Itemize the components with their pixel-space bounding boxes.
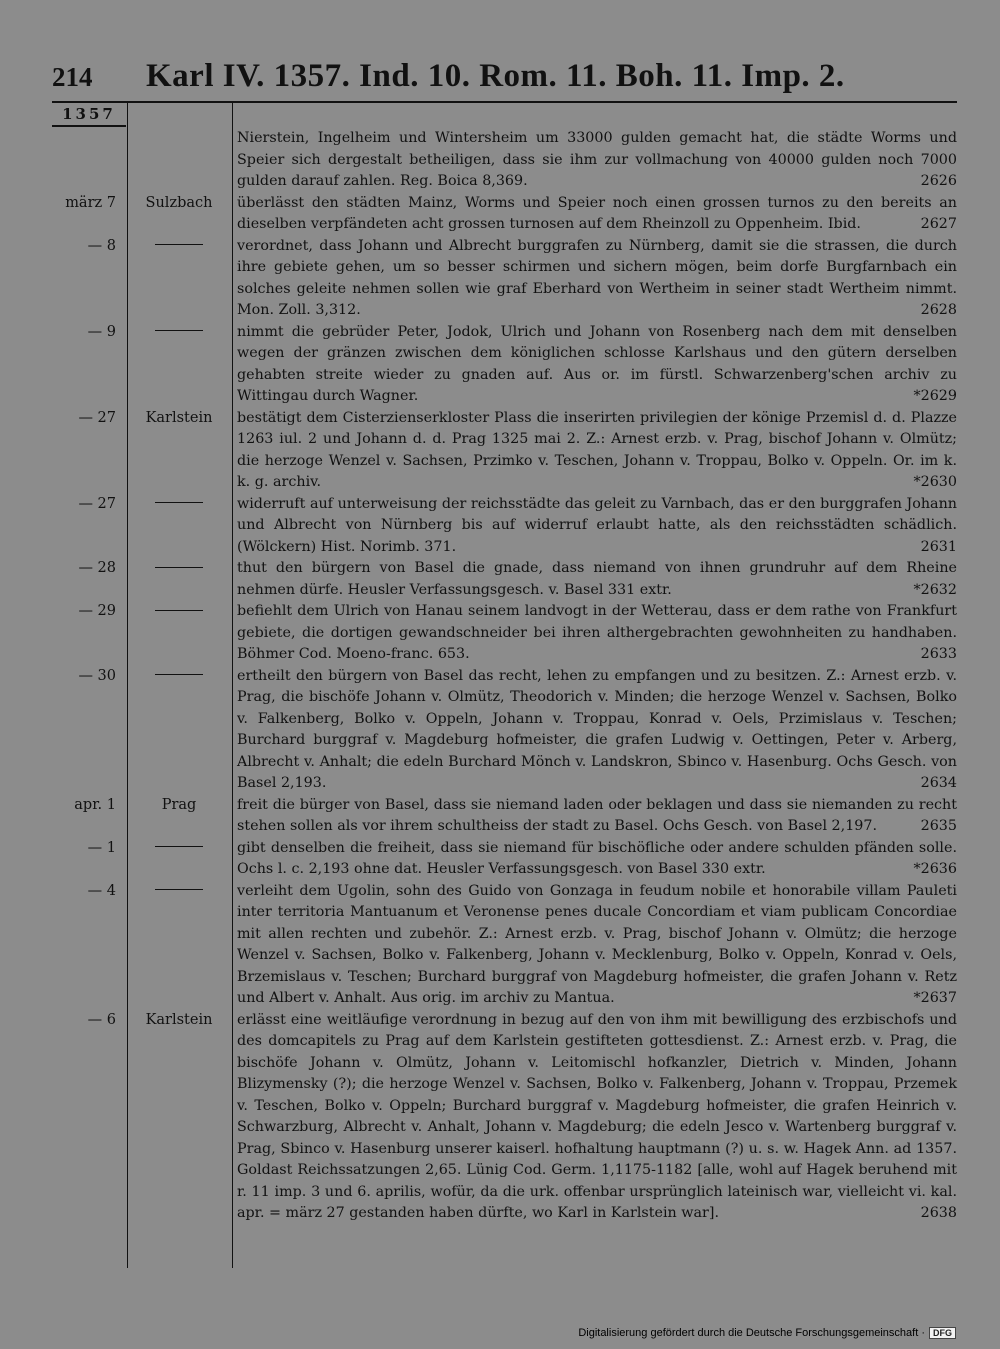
running-title: Karl IV. 1357. Ind. 10. Rom. 11. Boh. 11. Imp. 2. bbox=[146, 58, 845, 94]
entry-text bbox=[237, 666, 957, 795]
entry-number: 2635 bbox=[920, 818, 957, 834]
entry-place: Karlstein bbox=[145, 1011, 213, 1028]
entry-body: bestätigt dem Cisterzienserkloster Plass die inserirten privilegien der könige Przemisl d. d. Plazze 1263 iul. 2 und Johann d. d. Prag 1325 mai 2. Z.: Arnest erzb. v. Prag, bischof Johann v. Olmütz; die herzoge Wenzel v. Sachsen, Przimko v. Teschen, Johann v. Troppau, Bolko v. Oppeln. Or. im k. k. g. archiv. bbox=[237, 409, 957, 490]
entry-date: — 29 bbox=[78, 603, 116, 619]
entry-text bbox=[237, 795, 957, 838]
entry-place bbox=[128, 324, 230, 340]
entry-text bbox=[237, 601, 957, 666]
entry-date: apr. 1 bbox=[74, 796, 116, 813]
entry-number: 2626 bbox=[920, 173, 957, 189]
entry-number: 2627 bbox=[920, 216, 957, 232]
ditto-dash bbox=[155, 502, 203, 503]
regesta-entries bbox=[52, 128, 962, 1225]
entry-date: märz 7 bbox=[65, 194, 116, 211]
entry-place bbox=[128, 603, 230, 619]
entry-date: — 6 bbox=[87, 1011, 116, 1028]
entry-number: *2630 bbox=[913, 474, 957, 490]
entry-body: thut den bürgern von Basel die gnade, dass niemand von ihnen grundruhr auf dem Rheine nehmen dürfe. Heusler Verfassungsgesch. v. Basel 331 extr. bbox=[237, 560, 957, 598]
entry-date: — 27 bbox=[78, 409, 116, 426]
entry-place bbox=[128, 883, 230, 899]
entry-row bbox=[52, 128, 962, 193]
entry-number: *2637 bbox=[913, 990, 957, 1006]
entry-date: — 1 bbox=[87, 839, 116, 856]
entry-body: nimmt die gebrüder Peter, Jodok, Ulrich und Johann von Rosenberg nach dem mit denselben wegen der gränzen zwischen dem königlichen schlosse Karlshaus und den gütern derselben gehabten streite wieder zu gnaden auf. Aus or. im fürstl. Schwarzenberg'schen archiv zu Wittingau durch Wagner. bbox=[237, 323, 957, 404]
entry-text bbox=[237, 322, 957, 408]
entry-number: 2631 bbox=[920, 538, 957, 555]
dfg-logo: DFG bbox=[929, 1327, 956, 1339]
entry-date: — 28 bbox=[78, 560, 116, 576]
entry-text bbox=[237, 193, 957, 236]
entry-number: 2628 bbox=[920, 302, 957, 318]
year-rule bbox=[52, 125, 126, 127]
entry-text bbox=[237, 408, 957, 494]
ditto-dash bbox=[155, 330, 203, 331]
entry-row bbox=[52, 838, 962, 881]
entry-body: überlässt den städten Mainz, Worms und Speier noch einen grossen turnos zu den bereits an dieselben verpfändeten acht grossen turnosen auf dem Rheinzoll zu Oppenheim. Ibid. bbox=[237, 194, 957, 232]
entry-row bbox=[52, 322, 962, 408]
entry-text bbox=[237, 128, 957, 193]
entry-date: — 27 bbox=[78, 495, 116, 512]
entry-row bbox=[52, 236, 962, 322]
entry-row bbox=[52, 494, 962, 559]
page-header bbox=[50, 58, 950, 98]
entry-body: erlässt eine weitläufige verordnung in bezug auf den von ihm mit bewilligung des erzbischofs und des domcapitels zu Prag auf dem Karlstein gestifteten gottesdienst. Z.: Arnest erzb. v. Prag, die bischöfe Johann v. Olmütz, Johann v. Leitomischl hofkanzler, Dietrich v. Minden, Johann Blizymensky (?); die herzoge Wenzel v. Sachsen, Bolko v. Falkenberg, Johann v. Troppau, Przemek v. Teschen, Bolko v. Oppeln; Burchard burggraf v. Magdeburg hofmeister, die grafen Heinrich v. Schwarzburg, Albrecht v. Anhalt, Johann v. Magdeburg; die edeln Jesco v. Wartenberg burggraf v. Prag, Sbinco v. Hasenburg unserer kaiserl. hofhaltung hauptmann (?) u. s. w. Hagek Ann. ad 1357. Goldast Reichssatzungen 2,65. Lünig Cod. Germ. 1,1175-1182 [alle, wohl auf Hagek beruhend mit r. 11 imp. 3 und 6. aprilis, wofür, da die urk. offenbar ursprünglich lateinisch war, vielleicht vi. kal. apr. = märz 27 gestanden haben dürfte, wo Karl in Karlstein war]. bbox=[237, 1011, 957, 1221]
entry-place bbox=[128, 496, 230, 512]
entry-body: freit die bürger von Basel, dass sie niemand laden oder beklagen und dass sie niemanden zu recht stehen sollen als vor ihrem schultheiss der stadt zu Basel. Ochs Gesch. von Basel 2,197. bbox=[237, 796, 957, 834]
entry-text bbox=[237, 1010, 957, 1225]
entry-row bbox=[52, 795, 962, 838]
year-heading: 1357 bbox=[62, 105, 116, 123]
entry-body: Nierstein, Ingelheim und Wintersheim um 33000 gulden gemacht hat, die städte Worms und Speier sich dergestalt betheiligen, dass sie ihm zur vollmachung von 40000 gulden noch 7000 gulden darauf zahlen. Reg. Boica 8,369. bbox=[237, 130, 957, 189]
entry-text bbox=[237, 558, 957, 601]
entry-number: 2634 bbox=[920, 775, 957, 791]
entry-place bbox=[128, 560, 230, 576]
entry-number: 2633 bbox=[920, 646, 957, 662]
header-rule bbox=[52, 101, 957, 103]
entry-text bbox=[237, 838, 957, 881]
entry-number: *2636 bbox=[913, 861, 957, 877]
entry-place: Prag bbox=[161, 796, 197, 813]
entry-place: Karlstein bbox=[145, 409, 213, 426]
entry-row bbox=[52, 558, 962, 601]
entry-row bbox=[52, 666, 962, 795]
entry-text bbox=[237, 236, 957, 322]
entry-body: widerruft auf unterweisung der reichsstädte das geleit zu Varnbach, das er den burggrafen Johann und Albrecht von Nürnberg bis auf widerruf erlaubt hatte, als den reichsstädten schädlich. (Wölckern) Hist. Norimb. 371. bbox=[237, 495, 957, 555]
entry-place bbox=[128, 238, 230, 254]
ditto-dash bbox=[155, 674, 203, 675]
ditto-dash bbox=[155, 567, 203, 568]
entry-number: *2629 bbox=[913, 388, 957, 404]
entry-row bbox=[52, 193, 962, 236]
entry-row bbox=[52, 1010, 962, 1225]
entry-body: ertheilt den bürgern von Basel das recht, lehen zu empfangen und zu besitzen. Z.: Arnest erzb. v. Prag, die bischöfe Johann v. Olmütz, Theodorich v. Minden; die herzoge Wenzel v. Sachsen, Bolko v. Falkenberg, Bolko v. Oppeln, Johann v. Troppau, Konrad v. Oels, Przimislaus v. Teschen; Burchard burggraf v. Magdeburg hofmeister, die grafen Ludwig v. Oettingen, Peter v. Arberg, Albrecht v. Anhalt; die edeln Burchard Mönch v. Landskron, Sbinco v. Hasenburg. Ochs Gesch. von Basel 2,193. bbox=[237, 667, 957, 791]
entry-text bbox=[237, 494, 957, 559]
entry-date: — 4 bbox=[87, 882, 116, 899]
footer-text: Digitalisierung gefördert durch die Deutsche Forschungsgemeinschaft · bbox=[578, 1327, 925, 1339]
entry-place bbox=[128, 668, 230, 684]
entry-row bbox=[52, 601, 962, 666]
entry-date: — 9 bbox=[87, 323, 116, 340]
entry-number: 2638 bbox=[920, 1205, 957, 1221]
entry-row bbox=[52, 408, 962, 494]
entry-date: — 30 bbox=[78, 667, 116, 684]
ditto-dash bbox=[155, 244, 203, 245]
footer-credit bbox=[578, 1327, 956, 1339]
entry-place: Sulzbach bbox=[145, 194, 213, 211]
entry-body: befiehlt dem Ulrich von Hanau seinem landvogt in der Wetterau, dass er dem rathe von Frankfurt gebiete, die dortigen gewandschneider bei ihren althergebrachten gewohnheiten zu handhaben. Böhmer Cod. Moeno-franc. 653. bbox=[237, 603, 957, 662]
ditto-dash bbox=[155, 846, 203, 847]
entry-row bbox=[52, 881, 962, 1010]
entry-body: verleiht dem Ugolin, sohn des Guido von Gonzaga in feudum nobile et honorabile villam Pauleti inter territoria Mantuanum et Veronense penes ducale Concordiam et viam publicam Concordiae mit allen rechten und zubehör. Z.: Arnest erzb. v. Prag, bischof Johann v. Olmütz; die herzoge Wenzel v. Sachsen, Bolko v. Falkenberg, Johann v. Mecklenburg, Bolko v. Oppeln, Konrad v. Oels, Brzemislaus v. Teschen; Burchard burggraf von Magdeburg hofmeister, die grafen Johann v. Retz und Albert v. Anhalt. Aus orig. im archiv zu Mantua. bbox=[237, 882, 957, 1006]
ditto-dash bbox=[155, 610, 203, 611]
page-number: 214 bbox=[52, 62, 93, 92]
entry-text bbox=[237, 881, 957, 1010]
entry-number: *2632 bbox=[913, 581, 957, 598]
entry-date: — 8 bbox=[87, 237, 116, 254]
ditto-dash bbox=[155, 889, 203, 890]
entry-body: gibt denselben die freiheit, dass sie niemand für bischöfliche oder andere schulden pfänden solle. Ochs l. c. 2,193 ohne dat. Heusler Verfassungsgesch. von Basel 330 extr. bbox=[237, 839, 957, 877]
entry-body: verordnet, dass Johann und Albrecht burggrafen zu Nürnberg, damit sie die strassen, die durch ihre gebiete gehen, um so besser schirmen und sichern mögen, beim dorfe Burgfarnbach ein solches geleite nehmen sollen wie graf Eberhard von Wertheim in seiner stadt Wertheim nimmt. Mon. Zoll. 3,312. bbox=[237, 237, 957, 318]
entry-place bbox=[128, 840, 230, 856]
